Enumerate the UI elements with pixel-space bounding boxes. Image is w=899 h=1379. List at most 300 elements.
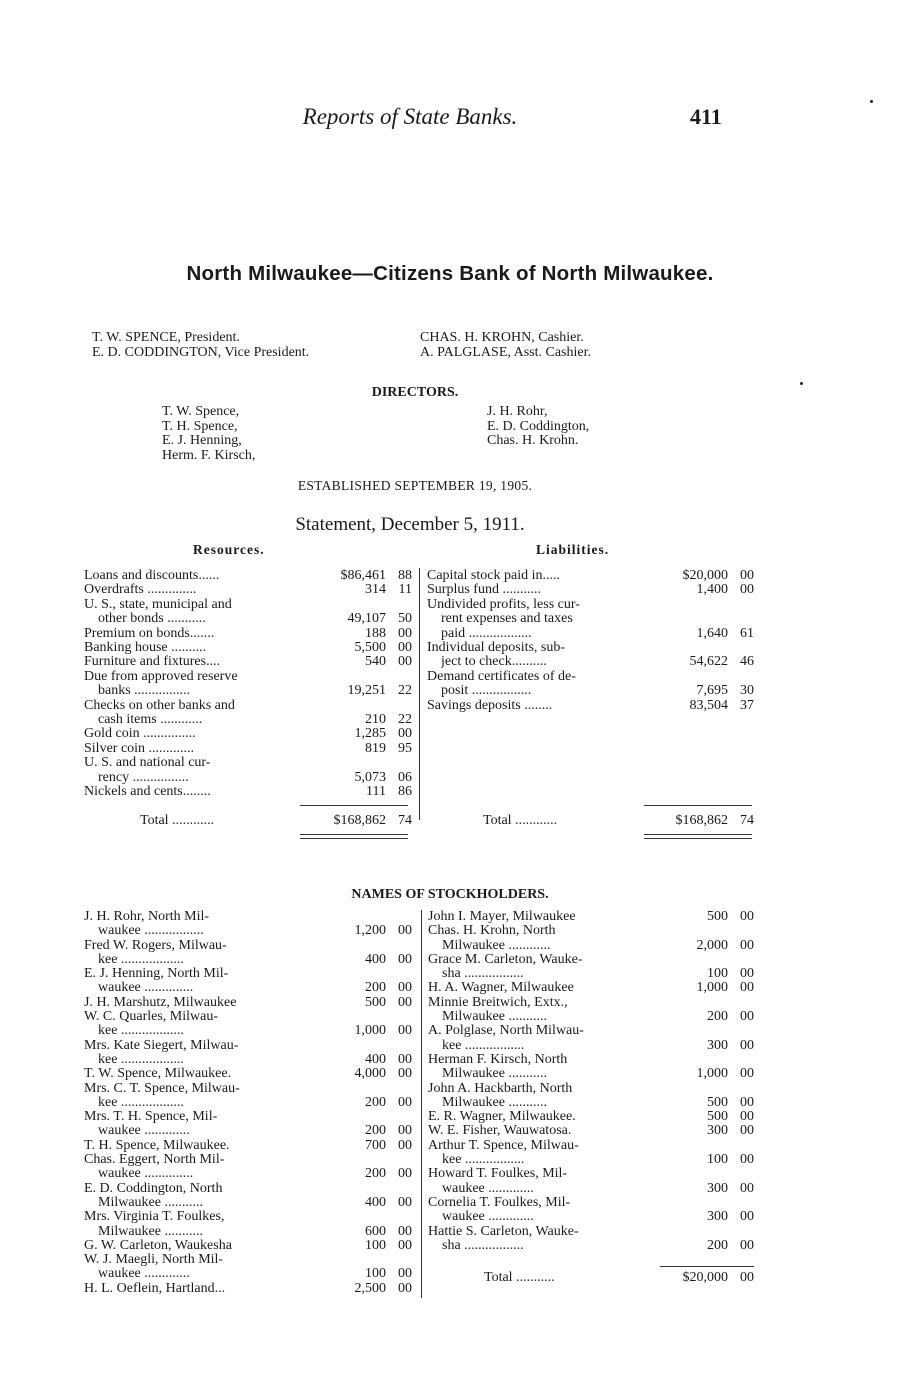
stockholder-amount [674,981,754,995]
row-dollars: 210 [365,712,386,728]
row-dollars [310,598,386,612]
amount-dollars [674,1024,728,1038]
row-cents: 00 [398,625,412,641]
stockholder-amount [332,1096,412,1110]
amount-cents [386,1210,412,1224]
row-label: Capital stock paid in..... [427,569,560,583]
total-amount [674,1271,754,1285]
stockholder-row [84,939,412,953]
stockholder-name: waukee ............. [98,1267,190,1282]
amount-cents [728,996,754,1010]
stockholder-row [428,1024,754,1038]
liability-row [427,655,754,669]
stockholder-name: Howard T. Foulkes, Mil- [428,1167,568,1182]
row-label: Nickels and cents........ [84,785,211,800]
stockholder-amount [674,1139,754,1153]
amount-dollars [674,953,728,967]
amount-dollars: 200 [365,1094,386,1110]
row-cents: 88 [398,568,412,583]
amount-dollars: 500 [365,994,386,1010]
stockholder-amount [332,953,412,967]
row-dollars: 5,073 [354,769,386,785]
amount-dollars: 1,200 [354,923,386,939]
liability-row [427,583,754,597]
stockholders-total-row [428,1271,754,1285]
stockholder-name: Mrs. C. T. Spence, Milwau- [84,1081,240,1096]
stockholder-amount [674,996,754,1010]
stockholder-name: Milwaukee ........... [98,1224,203,1239]
row-label: rent expenses and taxes [441,612,573,627]
amount-dollars: 100 [707,966,728,982]
total-cents: 00 [740,1270,754,1285]
stockholder-row [428,1082,754,1096]
row-dollars: 188 [365,625,386,641]
amount-cents: 00 [398,1280,412,1296]
amount-cents [728,953,754,967]
stockholder-name: Milwaukee ........... [442,1095,547,1110]
row-cents: 00 [398,654,412,670]
amount-dollars [674,1167,728,1181]
amount-cents: 00 [398,1194,412,1210]
stockholder-row [84,1067,412,1081]
row-dollars [310,670,386,684]
row-cents: 46 [740,654,754,670]
amount-dollars: 100 [707,1152,728,1168]
director-name: E. D. Coddington, [487,418,590,434]
amount-cents [728,1167,754,1181]
row-cents [728,612,754,626]
amount-dollars: 600 [365,1223,386,1239]
row-dollars: 540 [365,654,386,670]
stockholder-row [428,1210,754,1224]
row-cents: 22 [398,683,412,699]
stockholder-amount [674,1082,754,1096]
stockholder-row [428,996,754,1010]
resources-heading: Resources. [193,542,265,557]
stockholder-name: John A. Hackbarth, North [428,1081,573,1096]
liabilities-total-rule [644,805,752,806]
row-dollars: 5,500 [354,640,386,656]
stockholder-amount [674,924,754,938]
amount-dollars: 2,000 [696,937,728,953]
liability-row [427,670,754,684]
stockholder-amount [674,1239,754,1253]
amount-dollars: 1,000 [696,1066,728,1082]
row-label: rency ................ [98,770,189,785]
row-dollars [310,699,386,713]
row-dollars [652,598,728,612]
resource-row [84,641,412,655]
amount-dollars: 1,000 [696,980,728,996]
stockholder-amount [332,1053,412,1067]
stockholder-name: Chas. H. Krohn, North [428,924,556,939]
directors-right [487,405,589,449]
total-row [84,814,412,828]
total-dollars: $168,862 [333,813,386,828]
amount-cents: 00 [398,1237,412,1253]
amount-dollars: 500 [707,1109,728,1125]
directors-left [162,405,255,463]
stockholder-name: Cornelia T. Foulkes, Mil- [428,1195,571,1210]
stockholders-left [84,910,412,1296]
amount-cents: 00 [740,1237,754,1253]
amount-dollars [332,1253,386,1267]
row-cents [728,598,754,612]
amount-cents [386,1039,412,1053]
stockholder-row [428,1096,754,1110]
amount-dollars: 300 [707,1123,728,1139]
director-name: T. H. Spence, [162,418,238,434]
amount-cents [728,1082,754,1096]
amount-cents: 00 [398,1223,412,1239]
resources-total-rule [300,805,408,806]
stockholder-row [84,1082,412,1096]
stockholder-amount [332,1039,412,1053]
total-label: Total ........... [484,1271,555,1285]
stockholder-row [84,910,412,924]
stockholder-row [428,1182,754,1196]
stockholder-amount [332,1110,412,1124]
stockholder-amount [332,1067,412,1081]
row-dollars: 1,640 [696,625,728,641]
row-dollars: 1,400 [696,582,728,598]
amount-dollars: 200 [365,1166,386,1182]
resource-row [84,569,412,583]
row-label: ject to check.......... [441,655,547,670]
stockholder-row [428,1010,754,1024]
stockholder-row [84,1124,412,1138]
row-label: Savings deposits ........ [427,698,553,713]
row-cents [728,641,754,655]
row-label: posit ................. [441,684,532,699]
amount-cents: 00 [398,1023,412,1039]
row-cents: 00 [398,640,412,656]
stockholder-amount [332,1182,412,1196]
amount-cents: 00 [740,1123,754,1139]
stockholder-name: Milwaukee ........... [442,1067,547,1082]
amount-cents [386,1182,412,1196]
stockholder-amount [674,1053,754,1067]
director-name: Herm. F. Kirsch, [162,447,256,463]
total-cents: 74 [740,813,754,828]
amount-cents: 00 [398,1266,412,1282]
amount-dollars [674,924,728,938]
stockholder-amount [332,939,412,953]
resource-row [84,699,412,713]
stockholder-row [428,939,754,953]
stockholder-name: Fred W. Rogers, Milwau- [84,938,227,953]
director-name: T. W. Spence, [162,404,240,419]
amount-dollars: 300 [707,1037,728,1053]
amount-cents [728,1139,754,1153]
row-cents [728,670,754,684]
row-cents: 86 [398,784,412,800]
amount-cents [728,924,754,938]
amount-dollars: 500 [707,1094,728,1110]
amount-dollars: 700 [365,1137,386,1153]
stockholder-name: John I. Mayer, Milwaukee [428,910,576,924]
liability-row [427,612,754,626]
amount-dollars: 300 [707,1209,728,1225]
stockholder-name: Minnie Breitwich, Extx., [428,995,568,1010]
director-name: J. H. Rohr, [487,404,548,419]
stockholder-amount [674,1182,754,1196]
liability-row [427,641,754,655]
amount-cents: 00 [740,937,754,953]
row-cents: 61 [740,625,754,641]
stockholder-amount [674,1167,754,1181]
stockholder-row [84,1053,412,1067]
stockholder-name: E. J. Henning, North Mil- [84,967,229,982]
resource-row [84,684,412,698]
stockholder-row [428,1153,754,1167]
stockholder-amount [674,1010,754,1024]
amount-dollars [332,939,386,953]
resources-table [84,569,412,800]
stockholder-name: G. W. Carleton, Waukesha [84,1238,232,1253]
stockholder-name: Arthur T. Spence, Milwau- [428,1138,579,1153]
total-cents: 74 [398,813,412,828]
stockholder-name: E. D. Coddington, North [84,1181,223,1196]
amount-dollars: 200 [707,1009,728,1025]
stockholder-amount [332,1267,412,1281]
row-cents: 00 [740,568,754,583]
stockholder-row [428,924,754,938]
stockholder-name: sha ................. [442,1238,524,1253]
stockholder-row [84,1225,412,1239]
amount-cents: 00 [740,1209,754,1225]
amount-dollars [674,1196,728,1210]
resources-total [84,814,412,828]
resources-double-rule [300,834,408,839]
stockholder-row [428,1239,754,1253]
stockholder-amount [674,1225,754,1239]
row-dollars: 49,107 [347,611,386,627]
stockholder-row [84,1139,412,1153]
amount-dollars [674,1082,728,1096]
liability-row [427,699,754,713]
stockholder-name: J. H. Rohr, North Mil- [84,910,210,924]
stockholder-row [428,1139,754,1153]
amount-cents: 00 [398,980,412,996]
stockholder-amount [332,1167,412,1181]
amount-dollars: 100 [365,1266,386,1282]
stockholder-amount [674,1096,754,1110]
stockholder-row [428,1067,754,1081]
row-label: Silver coin ............. [84,741,195,756]
stockholder-amount [332,1253,412,1267]
amount-cents [386,910,412,924]
officers-right [420,331,591,360]
stockholder-row [84,1153,412,1167]
stockholder-row [428,1196,754,1210]
row-label: Checks on other banks and [84,698,235,713]
amount-dollars [332,1182,386,1196]
row-cents [386,598,412,612]
stockholder-name: kee .................. [98,1095,184,1110]
amount-dollars [332,910,386,924]
amount-cents: 00 [740,1066,754,1082]
stockholder-name: W. E. Fisher, Wauwatosa. [428,1124,572,1139]
stockholder-name: kee .................. [98,1052,184,1067]
stockholder-name: W. J. Maegli, North Mil- [84,1253,224,1268]
row-label: Individual deposits, sub- [427,641,566,656]
stockholder-row [84,1282,412,1296]
row-label: Gold coin ............... [84,727,196,742]
stockholder-amount [332,1210,412,1224]
printer-speck [870,100,873,103]
stockholder-row [428,953,754,967]
stockholders-column-divider [421,910,422,1298]
stockholder-row [428,1039,754,1053]
total-dollars: $168,862 [675,813,728,828]
stockholder-name: H. L. Oeflein, Hartland... [84,1281,226,1296]
stockholder-name: kee .................. [98,1024,184,1039]
stockholder-amount [674,1024,754,1038]
stockholder-row [428,1167,754,1181]
row-cents: 37 [740,697,754,713]
row-cents: 06 [398,769,412,785]
stockholder-amount [332,1239,412,1253]
amount-dollars: 400 [365,1051,386,1067]
amount-cents: 00 [740,1180,754,1196]
stockholder-row [84,1210,412,1224]
amount-cents: 00 [398,1051,412,1067]
row-cents: 50 [398,611,412,627]
row-cents: 00 [740,582,754,598]
stockholder-amount [332,924,412,938]
row-dollars: 19,251 [347,683,386,699]
stockholder-name: waukee ................. [98,924,204,939]
stockholder-amount [332,1082,412,1096]
stockholder-name: Chas. Eggert, North Mil- [84,1153,225,1168]
liability-row [427,684,754,698]
stockholder-name: Milwaukee ........... [442,1010,547,1025]
row-cents [386,699,412,713]
amount-cents: 00 [740,1094,754,1110]
stockholder-name: A. Polglase, North Milwau- [428,1024,584,1039]
stockholder-amount [674,910,754,924]
stockholder-name: kee ................. [442,1153,525,1168]
established-line: ESTABLISHED SEPTEMBER 19, 1905. [297,478,533,493]
amount-cents: 00 [398,1123,412,1139]
liability-row [427,569,754,583]
stockholder-row [84,1039,412,1053]
printer-speck [800,382,803,385]
liability-row [427,598,754,612]
amount-dollars: 400 [365,1194,386,1210]
amount-cents [728,1024,754,1038]
stockholders-total [428,1271,754,1285]
amount-dollars [332,1210,386,1224]
stockholders-total-rule [660,1266,754,1267]
officer-cashier: CHAS. H. KROHN, Cashier. [420,330,584,345]
stockholder-amount [674,1196,754,1210]
stockholder-row [84,981,412,995]
stockholder-name: kee .................. [98,952,184,967]
stockholder-name: waukee ............. [442,1181,534,1196]
row-cents: 00 [398,726,412,742]
stockholder-row [428,910,754,924]
amount-cents: 00 [398,923,412,939]
stockholder-row [84,1267,412,1281]
amount-dollars [332,1110,386,1124]
stockholder-name: sha ................. [442,967,524,982]
amount-cents [386,1253,412,1267]
stockholder-row [84,1010,412,1024]
amount-dollars: 500 [707,909,728,924]
stockholder-amount [332,1282,412,1296]
stockholder-amount [674,1039,754,1053]
stockholder-row [84,1182,412,1196]
row-label: other bonds ........... [98,612,206,627]
amount-cents [728,1196,754,1210]
amount-dollars: 200 [707,1237,728,1253]
director-name: Chas. H. Krohn. [487,433,579,448]
row-dollars: 111 [366,784,386,800]
row-dollars: 7,695 [696,683,728,699]
amount-dollars [332,1082,386,1096]
stockholder-row [84,996,412,1010]
row-label: Demand certificates of de- [427,669,576,684]
page-number: 411 [690,104,722,129]
stockholder-amount [332,1024,412,1038]
stockholder-row [84,1239,412,1253]
amount-dollars: 2,500 [354,1280,386,1296]
row-label: Undivided profits, less cur- [427,597,580,612]
amount-dollars [332,967,386,981]
stockholder-row [428,1053,754,1067]
amount-dollars: 400 [365,951,386,967]
stockholder-name: Milwaukee ............ [442,938,551,953]
row-label: paid .................. [441,626,532,641]
stockholder-name: E. R. Wagner, Milwaukee. [428,1110,576,1125]
amount-cents: 00 [740,1037,754,1053]
resource-row [84,598,412,612]
row-cents: 95 [398,740,412,756]
amount-cents [386,1153,412,1167]
stockholder-name: kee ................. [442,1038,525,1053]
stockholders-heading: NAMES OF STOCKHOLDERS. [351,887,549,902]
liability-row [427,627,754,641]
amount-dollars [332,1039,386,1053]
stockholder-row [84,1024,412,1038]
resource-row [84,583,412,597]
stockholder-amount [332,1153,412,1167]
row-dollars [652,670,728,684]
statement-column-divider [419,568,420,820]
stockholder-name: T. W. Spence, Milwaukee. [84,1067,232,1082]
amount-dollars: 4,000 [354,1066,386,1082]
stockholder-row [428,1124,754,1138]
stockholder-row [428,981,754,995]
amount-dollars: 300 [707,1180,728,1196]
row-cents: 11 [398,582,412,598]
stockholder-row [84,1253,412,1267]
row-cents [386,756,412,770]
amount-cents [728,1053,754,1067]
stockholder-amount [674,953,754,967]
amount-cents [386,939,412,953]
total-label: Total ............ [483,814,558,828]
amount-dollars [674,1053,728,1067]
amount-cents: 00 [398,994,412,1010]
stockholder-name: W. C. Quarles, Milwau- [84,1010,219,1025]
amount-cents [386,1082,412,1096]
stockholder-amount [332,1196,412,1210]
amount-cents [386,967,412,981]
amount-dollars [674,1225,728,1239]
